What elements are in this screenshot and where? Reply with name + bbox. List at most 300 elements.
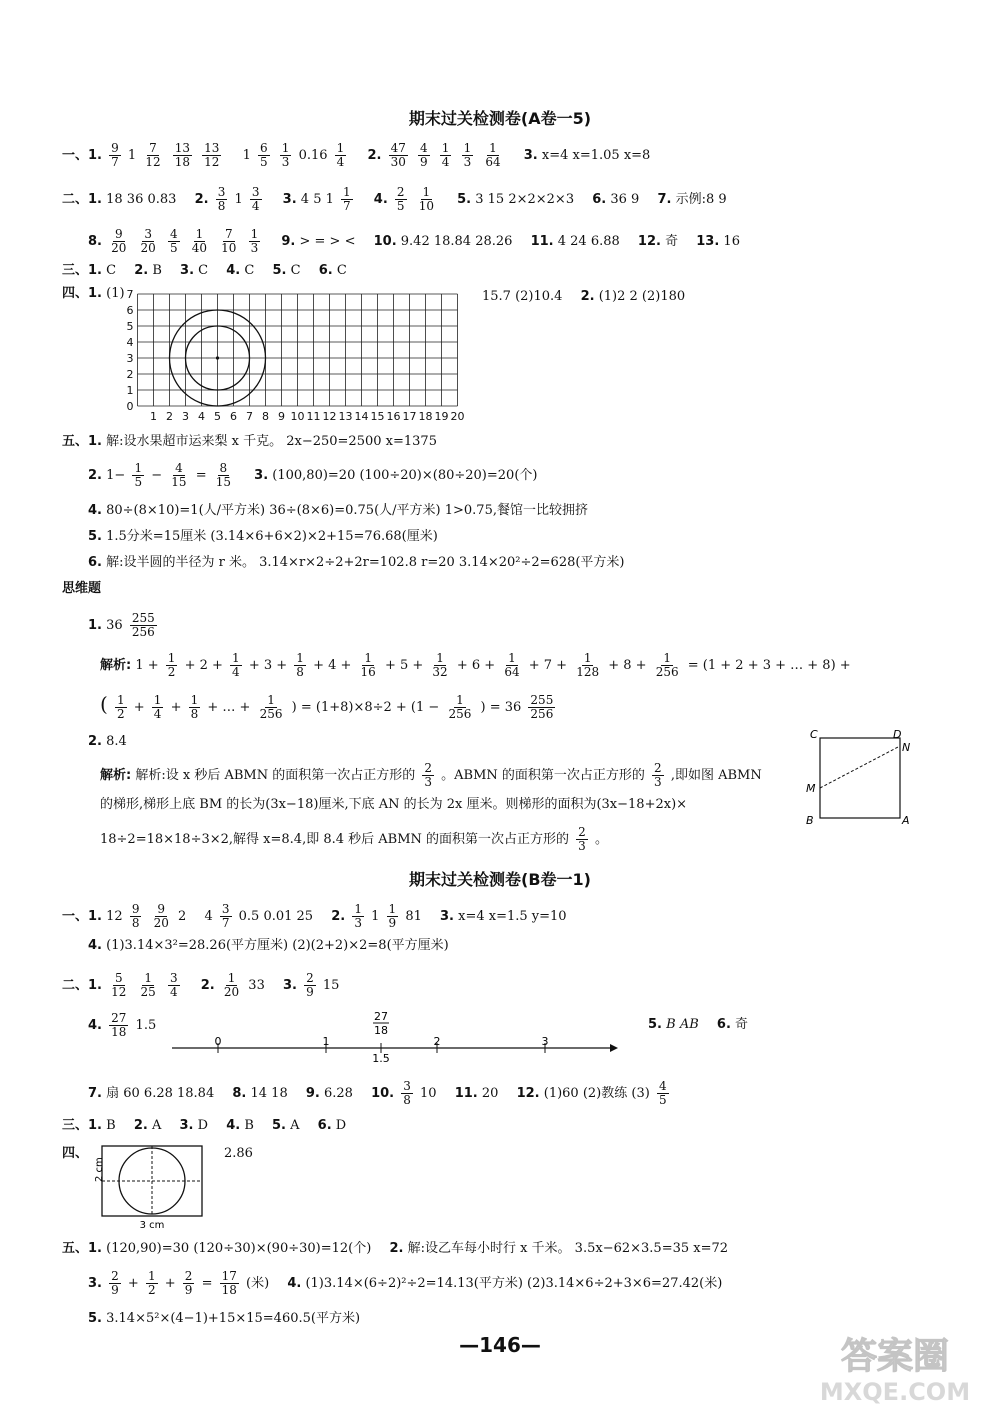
fraction: $\frac{1}{4}$	[232, 651, 240, 679]
fraction: $\frac{255}{256}$	[131, 611, 155, 639]
fraction: $\frac{1}{64}$	[504, 651, 520, 679]
square-figure	[806, 726, 916, 830]
text: (1)3.14×3²=28.26(平方厘米) (2)(2+2)×2=8(平方厘米)	[106, 938, 449, 953]
text: C	[290, 263, 301, 278]
text: 14 18	[250, 1086, 288, 1101]
nl-fraction-den: 18	[374, 1024, 388, 1037]
analysis-label: 解析:	[100, 768, 132, 783]
fraction: $\frac{1}{3}$	[281, 141, 290, 169]
answer-line-b9	[88, 1270, 722, 1297]
text: C	[198, 263, 209, 278]
fraction: $\frac{4}{9}$	[420, 141, 428, 169]
q-label: 3.	[282, 192, 297, 207]
x-tick-label: 9	[278, 410, 285, 423]
fraction: $\frac{1}{3}$	[463, 141, 472, 169]
text: 解:设乙车每小时行 x 千米。 3.5x−62×3.5=35 x=72	[407, 1241, 729, 1256]
q-label: 6.	[317, 1118, 332, 1133]
width-label: 3 cm	[139, 1220, 165, 1231]
q-label: 3.	[88, 1276, 102, 1291]
text: 1	[371, 909, 380, 924]
q-label: 5.	[88, 1311, 102, 1326]
q-label: 5.	[272, 1118, 286, 1133]
text: 4	[204, 909, 213, 924]
answer-line-b7-right	[224, 1145, 253, 1163]
svg-text:答案圈: 答案圈	[840, 1336, 950, 1377]
q-label: 2.	[389, 1241, 404, 1256]
think-q2	[88, 733, 127, 751]
q-label: 12.	[516, 1086, 540, 1101]
q-label: 6.	[592, 192, 607, 207]
q-label: 6.	[88, 555, 102, 570]
text: +	[170, 700, 182, 715]
text: 示例:8 9	[675, 192, 727, 207]
fraction: $\frac{3}{4}$	[169, 971, 178, 999]
svg-text:MXQE.COM: MXQE.COM	[819, 1378, 971, 1405]
text: + 4 +	[313, 658, 352, 673]
answer-line-a2	[62, 186, 727, 213]
answer-line-b1	[62, 903, 567, 930]
text: 36 9	[610, 192, 640, 207]
text: D	[197, 1118, 209, 1133]
q-label: 三、1.	[62, 263, 102, 278]
think-para-2	[100, 796, 687, 814]
fraction: $\frac{1}{4}$	[441, 141, 450, 169]
x-tick-label: 13	[338, 410, 353, 423]
fraction: $\frac{1}{20}$	[223, 971, 240, 999]
fraction: $\frac{13}{12}$	[204, 141, 220, 169]
x-tick-label: 3	[182, 410, 189, 423]
answer-line-a1	[62, 142, 650, 169]
text: + 6 +	[456, 658, 496, 673]
fraction: $\frac{1}{2}$	[167, 651, 176, 679]
y-tick-label: 5	[126, 320, 134, 333]
text: (	[100, 692, 108, 716]
x-tick-label: 2	[166, 410, 173, 423]
text: 。ABMN 的面积第一次占正方形的	[441, 768, 645, 783]
y-tick-label: 4	[126, 336, 134, 349]
q-label: 4.	[226, 1118, 241, 1133]
q-label: 一、1.	[62, 148, 102, 163]
fraction: $\frac{1}{256}$	[259, 693, 283, 721]
q-label: 3.	[179, 1118, 194, 1133]
fraction: $\frac{5}{12}$	[111, 971, 127, 999]
fraction: $\frac{1}{2}$	[147, 1269, 156, 1297]
text: 1 +	[135, 658, 159, 673]
text: (米)	[246, 1276, 270, 1291]
x-tick-label: 5	[214, 410, 221, 423]
q-label: 2.	[88, 468, 102, 483]
text: 解析:设 x 秒后 ABMN 的面积第一次占正方形的	[135, 768, 416, 783]
text: + … +	[207, 700, 251, 715]
text: 奇	[665, 234, 679, 249]
text: (100,80)=20 (100÷20)×(80÷20)=20(个)	[272, 468, 538, 483]
q-label: 四、	[62, 1146, 89, 1161]
q-label: 2.	[88, 734, 102, 749]
nl-tick-label: 1.5	[372, 1052, 390, 1065]
fraction: $\frac{2}{3}$	[578, 825, 586, 853]
fraction: $\frac{2}{5}$	[396, 185, 405, 213]
text: A	[290, 1118, 300, 1133]
q-label: 4.	[287, 1276, 302, 1291]
q-label: 二、1.	[62, 192, 102, 207]
fraction: $\frac{3}{4}$	[251, 185, 260, 213]
fraction: $\frac{1}{40}$	[191, 227, 208, 255]
y-tick-label: 3	[126, 352, 134, 365]
grid-figure	[120, 288, 470, 426]
arrow-head	[610, 1044, 618, 1052]
q-label: 2.	[331, 909, 346, 924]
text: 1	[234, 192, 243, 207]
text: 。	[594, 832, 608, 847]
text: 1.5分米=15厘米 (3.14×6+6×2)×2+15=76.68(厘米)	[106, 529, 438, 544]
text: D	[335, 1118, 347, 1133]
fraction: $\frac{3}{8}$	[403, 1079, 411, 1107]
y-tick-label: 2	[126, 368, 134, 381]
x-tick-label: 8	[262, 410, 269, 423]
analysis-label: 解析:	[100, 658, 132, 673]
q-label: 三、1.	[62, 1118, 102, 1133]
y-tick-label: 6	[126, 304, 134, 317]
text: 12	[106, 909, 123, 924]
fraction: $\frac{1}{128}$	[576, 651, 600, 679]
q-label: 二、1.	[62, 978, 102, 993]
q-label: 3.	[440, 909, 454, 924]
fraction: $\frac{2}{9}$	[184, 1269, 193, 1297]
x-tick-label: 17	[402, 410, 417, 423]
fraction: $\frac{2}{3}$	[654, 761, 662, 789]
text: 1.5	[135, 1018, 157, 1033]
q-label: 2.	[200, 978, 215, 993]
fraction: $\frac{4}{5}$	[658, 1079, 667, 1107]
text: B	[152, 263, 162, 278]
nl-tick-label: 3	[541, 1035, 549, 1048]
text: 奇	[735, 1017, 749, 1032]
q-label: 4.	[226, 263, 241, 278]
text: B	[244, 1118, 254, 1133]
fraction: $\frac{4}{15}$	[171, 461, 187, 489]
fraction: $\frac{3}{20}$	[140, 227, 156, 255]
answer-line-b4-right	[648, 1016, 748, 1034]
x-tick-label: 16	[386, 410, 401, 423]
fraction: $\frac{8}{15}$	[215, 461, 232, 489]
answer-line-a6-6	[88, 554, 625, 572]
nl-fraction-num: 27	[374, 1010, 388, 1023]
think-para-3	[100, 826, 608, 853]
text: + 5 +	[384, 658, 424, 673]
text: (1)	[106, 286, 125, 301]
q-label: 3.	[254, 468, 269, 483]
text: x=4 x=1.5 y=10	[458, 909, 567, 924]
q-label: 1.	[88, 618, 102, 633]
text: 0.16	[298, 148, 328, 163]
answer-line-a3	[88, 228, 740, 255]
fraction: $\frac{17}{18}$	[221, 1269, 237, 1297]
fraction: $\frac{255}{256}$	[530, 693, 554, 721]
section-title-b: 期末过关检测卷(B卷一1)	[409, 870, 591, 889]
think-eq1	[100, 652, 851, 679]
y-tick-label: 0	[126, 400, 134, 413]
fraction: $\frac{9}{7}$	[111, 141, 119, 169]
x-tick-label: 4	[198, 410, 205, 423]
think-q1	[88, 612, 160, 639]
q-label: 3.	[523, 148, 538, 163]
text: 4 5 1	[300, 192, 334, 207]
fraction: $\frac{13}{18}$	[174, 141, 191, 169]
q-label: 4.	[88, 1018, 102, 1033]
text: 15.7 (2)10.4	[482, 289, 563, 304]
fraction: $\frac{7}{12}$	[145, 141, 161, 169]
fraction: $\frac{1}{8}$	[190, 693, 199, 721]
text: x=4 x=1.05 x=8	[541, 148, 651, 163]
text: + 3 +	[248, 658, 288, 673]
x-tick-label: 19	[434, 410, 449, 423]
fraction: $\frac{1}{2}$	[116, 693, 125, 721]
q-label: 3.	[180, 263, 195, 278]
nl-tick-label: 2	[433, 1035, 441, 1048]
think-title: 思维题	[62, 581, 102, 596]
fraction: $\frac{7}{10}$	[221, 227, 237, 255]
q-label: 4.	[88, 503, 102, 518]
answer-line-b5	[88, 1080, 672, 1107]
fraction: $\frac{1}{4}$	[153, 693, 162, 721]
answer-line-b3	[62, 972, 339, 999]
fraction: $\frac{2}{9}$	[306, 971, 314, 999]
text: + 7 +	[528, 658, 568, 673]
text: B	[106, 1118, 116, 1133]
q-label: 2.	[580, 289, 595, 304]
q-label: 9.	[305, 1086, 320, 1101]
text: 的梯形,梯形上底 BM 的长为(3x−18)厘米,下底 AN 的长为 2x 厘米。则梯形的面积为(3x−18+2x)×	[100, 797, 688, 812]
text: −	[151, 468, 163, 483]
text: 3 15 2×2×2×3	[475, 192, 575, 207]
rect-circle-figure	[84, 1142, 214, 1232]
text: =	[201, 1276, 213, 1291]
q-label: 五、1.	[62, 1241, 102, 1256]
label-d: D	[893, 728, 902, 741]
answer-line-b6	[62, 1117, 346, 1135]
text: 80÷(8×10)=1(人/平方米) 36÷(8×6)=0.75(人/平方米) 1>0.75,餐馆一比较拥挤	[106, 503, 588, 518]
text: +	[164, 1276, 176, 1291]
fraction: $\frac{6}{5}$	[260, 141, 268, 169]
fraction: $\frac{9}{8}$	[131, 902, 140, 930]
q-label: 9.	[281, 234, 296, 249]
q-label: 5.	[457, 192, 472, 207]
q-label: 2.	[194, 192, 209, 207]
text: 4 24 6.88	[557, 234, 620, 249]
answer-line-a5-right	[482, 288, 685, 306]
fraction: $\frac{3}{8}$	[217, 185, 226, 213]
answer-line-a6-5	[88, 528, 438, 546]
text: 10	[420, 1086, 437, 1101]
fraction: $\frac{27}{18}$	[111, 1011, 127, 1039]
fraction: $\frac{9}{20}$	[153, 902, 169, 930]
number-line	[170, 1010, 620, 1068]
text: 1−	[106, 468, 126, 483]
q-label: 11.	[454, 1086, 478, 1101]
q-label: 四、1.	[62, 286, 102, 301]
q-label: 10.	[373, 234, 397, 249]
text: A	[151, 1118, 162, 1133]
section-title-a: 期末过关检测卷(A卷一5)	[408, 109, 592, 128]
x-tick-label: 18	[418, 410, 433, 423]
q-label: 10.	[371, 1086, 395, 1101]
text: 18÷2=18×18÷3×2,解得 x=8.4,即 8.4 秒后 ABMN 的面积第一次占正方形的	[100, 832, 570, 847]
fraction: $\frac{1}{256}$	[655, 651, 679, 679]
answer-line-a6-2	[88, 462, 537, 489]
answer-line-a5	[62, 285, 125, 303]
text: 解:设半圆的半径为 r 米。 3.14×r×2÷2+2r=102.8 r=20 3.14×20²÷2=628(平方米)	[106, 555, 625, 570]
text: ,即如图 ABMN	[670, 768, 762, 783]
text: + 2 +	[184, 658, 223, 673]
x-tick-label: 1	[150, 410, 157, 423]
q-label: 8.	[232, 1086, 247, 1101]
x-tick-label: 15	[370, 410, 385, 423]
text: 33	[248, 978, 265, 993]
text: 36	[106, 618, 123, 633]
x-tick-label: 14	[354, 410, 369, 423]
text: C	[244, 263, 255, 278]
answer-line-b8	[62, 1240, 728, 1258]
text: (1)60 (2)教练 (3)	[543, 1086, 650, 1101]
text: 2.86	[224, 1146, 253, 1161]
text: 0.5 0.01 25	[238, 909, 314, 924]
q-label: 12.	[637, 234, 661, 249]
answer-line-b2	[88, 937, 449, 955]
y-tick-label: 7	[126, 288, 134, 301]
nl-tick-label: 0	[214, 1035, 222, 1048]
text: 8.4	[106, 734, 127, 749]
fraction: $\frac{1}{3}$	[354, 902, 362, 930]
fraction: $\frac{1}{256}$	[448, 693, 472, 721]
q-label: 五、1.	[62, 434, 102, 449]
text: =	[195, 468, 207, 483]
dashed-segment	[820, 746, 900, 788]
think-para-1	[100, 762, 762, 789]
q-label: 6.	[716, 1017, 731, 1032]
q-label: 7.	[657, 192, 672, 207]
q-label: 5.	[272, 263, 287, 278]
q-label: 一、1.	[62, 909, 102, 924]
text: ) = (1+8)×8÷2 + (1 −	[291, 700, 440, 715]
q-label: 11.	[530, 234, 554, 249]
fraction: $\frac{1}{3}$	[250, 227, 259, 255]
q-label: 5.	[648, 1017, 662, 1032]
text: 15	[322, 978, 340, 993]
fraction: $\frac{47}{30}$	[390, 141, 406, 169]
x-tick-label: 20	[450, 410, 465, 423]
fraction: $\frac{1}{7}$	[343, 185, 351, 213]
answer-line-a4	[62, 262, 347, 280]
fraction: $\frac{1}{5}$	[134, 461, 143, 489]
fraction: $\frac{4}{5}$	[169, 227, 178, 255]
answer-line-b4	[88, 1012, 156, 1039]
q-label: 6.	[318, 263, 333, 278]
q-label: 4.	[373, 192, 388, 207]
think-eq2	[100, 694, 558, 721]
q-label: 2.	[367, 148, 382, 163]
fraction: $\frac{1}{4}$	[336, 141, 345, 169]
label-m: M	[806, 782, 816, 795]
q-label: 13.	[696, 234, 720, 249]
fraction: $\frac{1}{32}$	[432, 651, 448, 679]
text: C	[336, 263, 347, 278]
fraction: $\frac{1}{16}$	[360, 651, 376, 679]
text: + 8 +	[608, 658, 647, 673]
square	[820, 738, 900, 818]
text: 3.14×5²×(4−1)+15×15=460.5(平方米)	[106, 1311, 361, 1326]
text: 2	[178, 909, 187, 924]
text: 1	[242, 148, 251, 163]
fraction: $\frac{3}{7}$	[221, 902, 230, 930]
answer-line-b10	[88, 1310, 360, 1328]
fraction: $\frac{9}{20}$	[111, 227, 127, 255]
label-n: N	[902, 741, 911, 754]
fraction: $\frac{1}{9}$	[388, 902, 397, 930]
fraction: $\frac{2}{9}$	[111, 1269, 119, 1297]
fraction: $\frac{2}{3}$	[424, 761, 432, 789]
text: 6.28	[323, 1086, 353, 1101]
q-label: 4.	[88, 938, 102, 953]
answer-line-a6-4	[88, 502, 588, 520]
text: = (1 + 2 + 3 + … + 8) +	[687, 658, 851, 673]
fraction: $\frac{1}{25}$	[140, 971, 156, 999]
q-label: 8.	[88, 234, 102, 249]
x-tick-label: 6	[230, 410, 237, 423]
text: (1)2 2 (2)180	[598, 289, 686, 304]
center-dot	[216, 356, 219, 359]
text: 18 36 0.83	[106, 192, 177, 207]
watermark-logo	[800, 1330, 990, 1405]
text: 81	[405, 909, 422, 924]
x-tick-label: 12	[322, 410, 337, 423]
text: (120,90)=30 (120÷30)×(90÷30)=12(个)	[106, 1241, 372, 1256]
text: > = > <	[299, 234, 356, 249]
text: (1)3.14×(6÷2)²÷2=14.13(平方米) (2)3.14×6÷2+3×6=27.42(米)	[305, 1276, 723, 1291]
text: AB	[679, 1017, 699, 1032]
x-tick-label: 11	[306, 410, 321, 423]
fraction: $\frac{1}{10}$	[418, 185, 434, 213]
nl-tick-label: 1	[322, 1035, 330, 1048]
text: 16	[723, 234, 740, 249]
text: 1	[127, 148, 137, 163]
text: ) = 36	[480, 700, 522, 715]
label-b: B	[806, 814, 814, 827]
text: +	[133, 700, 145, 715]
text: C	[106, 263, 117, 278]
q-label: 3.	[282, 978, 297, 993]
q-label: 7.	[88, 1086, 102, 1101]
label-a: A	[902, 814, 910, 827]
text: 9.42 18.84 28.26	[400, 234, 513, 249]
text: +	[127, 1276, 139, 1291]
label-c: C	[810, 728, 818, 741]
fraction: $\frac{1}{64}$	[485, 141, 501, 169]
fraction: $\frac{1}{8}$	[296, 651, 304, 679]
x-tick-label: 10	[290, 410, 305, 423]
page-number: —146—	[459, 1333, 541, 1357]
q-label: 2.	[133, 1118, 148, 1133]
y-tick-label: 1	[126, 384, 134, 397]
text: B	[666, 1017, 676, 1032]
text: 20	[481, 1086, 499, 1101]
height-label: 2 cm	[94, 1157, 105, 1182]
text: 解:设水果超市运来梨 x 千克。 2x−250=2500 x=1375	[106, 434, 437, 449]
text: 扇 60 6.28 18.84	[106, 1086, 215, 1101]
q-label: 2.	[134, 263, 149, 278]
answer-line-a6-1	[62, 433, 437, 451]
q-label: 5.	[88, 529, 102, 544]
x-tick-label: 7	[246, 410, 253, 423]
